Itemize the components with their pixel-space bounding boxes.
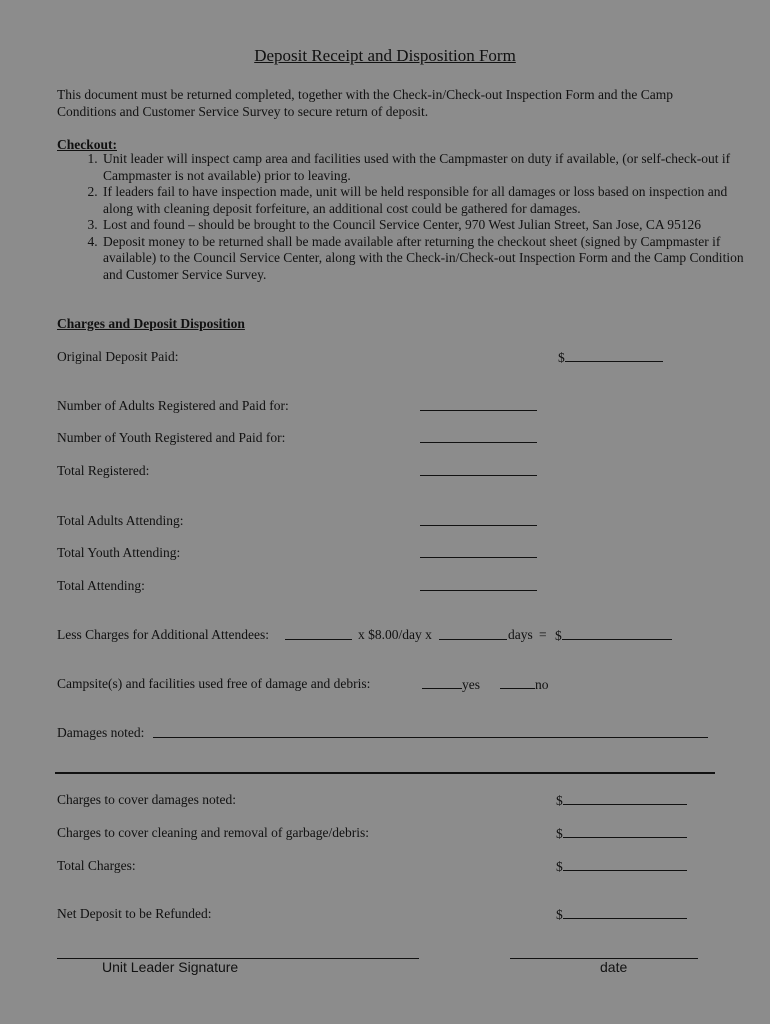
no-checkbox[interactable]	[500, 676, 549, 693]
dollar-sign: $	[558, 350, 565, 365]
intro-paragraph: This document must be returned completed, together with the Check-in/Check-out Inspection Form and the Camp Conditions and Customer Service Survey to secure return of deposit.	[57, 87, 673, 119]
adults-registered-field[interactable]	[420, 398, 537, 416]
date-label: date	[600, 959, 628, 975]
section-divider	[55, 772, 715, 774]
checkout-item: 2. If leaders fail to have inspection made, unit will be held responsible for all damages or loss based on inspection and along with cleaning deposit forfeiture, an additional cost could be gathered for damages.	[101, 184, 756, 217]
leader-signature-label: Unit Leader Signature	[102, 959, 239, 975]
damages-noted-field[interactable]	[153, 725, 708, 743]
dollar-sign: $	[556, 859, 563, 874]
youth-registered-label: Number of Youth Registered and Paid for:	[57, 430, 286, 445]
dollar-sign: $	[556, 826, 563, 841]
total-attending-field[interactable]	[420, 578, 537, 596]
youth-attending-field[interactable]	[420, 545, 537, 563]
additional-charge-field[interactable]	[555, 627, 672, 644]
charges-heading: Charges and Deposit Disposition	[57, 316, 245, 331]
cover-damages-label: Charges to cover damages noted:	[57, 792, 236, 807]
original-deposit-field[interactable]	[558, 349, 663, 366]
cover-damages-field[interactable]	[556, 792, 687, 809]
dollar-sign: $	[556, 907, 563, 922]
additional-days-field[interactable]	[439, 627, 507, 645]
dollar-sign: $	[556, 793, 563, 808]
total-registered-label: Total Registered:	[57, 463, 150, 478]
form-title: Deposit Receipt and Disposition Form	[254, 46, 516, 65]
dollar-sign: $	[555, 628, 562, 643]
total-charges-label: Total Charges:	[57, 858, 136, 873]
rate-text: x $8.00/day x	[358, 627, 432, 642]
cover-cleaning-field[interactable]	[556, 825, 687, 842]
no-label: no	[535, 677, 549, 692]
youth-attending-label: Total Youth Attending:	[57, 545, 181, 560]
checkout-item: 1. Unit leader will inspect camp area and facilities used with the Campmaster on duty if available, (or self-check-out if Campmaster is not available) prior to leaving.	[101, 151, 756, 184]
additional-count-field[interactable]	[285, 627, 352, 645]
days-text: days	[508, 627, 533, 642]
total-registered-field[interactable]	[420, 463, 537, 481]
additional-attendees-label: Less Charges for Additional Attendees:	[57, 627, 269, 642]
net-deposit-label: Net Deposit to be Refunded:	[57, 906, 212, 921]
yes-label: yes	[462, 677, 480, 692]
yes-checkbox[interactable]	[422, 676, 480, 693]
total-attending-label: Total Attending:	[57, 578, 145, 593]
checkout-item: 3. Lost and found – should be brought to the Council Service Center, 970 West Julian Street, San Jose, CA 95126	[101, 217, 756, 234]
damages-noted-label: Damages noted:	[57, 725, 145, 740]
adults-attending-field[interactable]	[420, 513, 537, 531]
total-charges-field[interactable]	[556, 858, 687, 875]
equals-sign: =	[539, 627, 547, 642]
original-deposit-label: Original Deposit Paid:	[57, 349, 179, 364]
checkout-list	[57, 151, 756, 283]
checkout-item: 4. Deposit money to be returned shall be made available after returning the checkout sheet (signed by Campmaster if available) to the Council Service Center, along with the Check-in/Check-out Inspection Form and the Camp Condition and Customer Service Survey.	[101, 234, 756, 284]
campsite-condition-label: Campsite(s) and facilities used free of damage and debris:	[57, 676, 371, 691]
adults-attending-label: Total Adults Attending:	[57, 513, 184, 528]
net-deposit-field[interactable]	[556, 906, 687, 923]
youth-registered-field[interactable]	[420, 430, 537, 448]
checkout-heading: Checkout:	[57, 137, 117, 152]
cover-cleaning-label: Charges to cover cleaning and removal of garbage/debris:	[57, 825, 370, 840]
adults-registered-label: Number of Adults Registered and Paid for:	[57, 398, 289, 413]
